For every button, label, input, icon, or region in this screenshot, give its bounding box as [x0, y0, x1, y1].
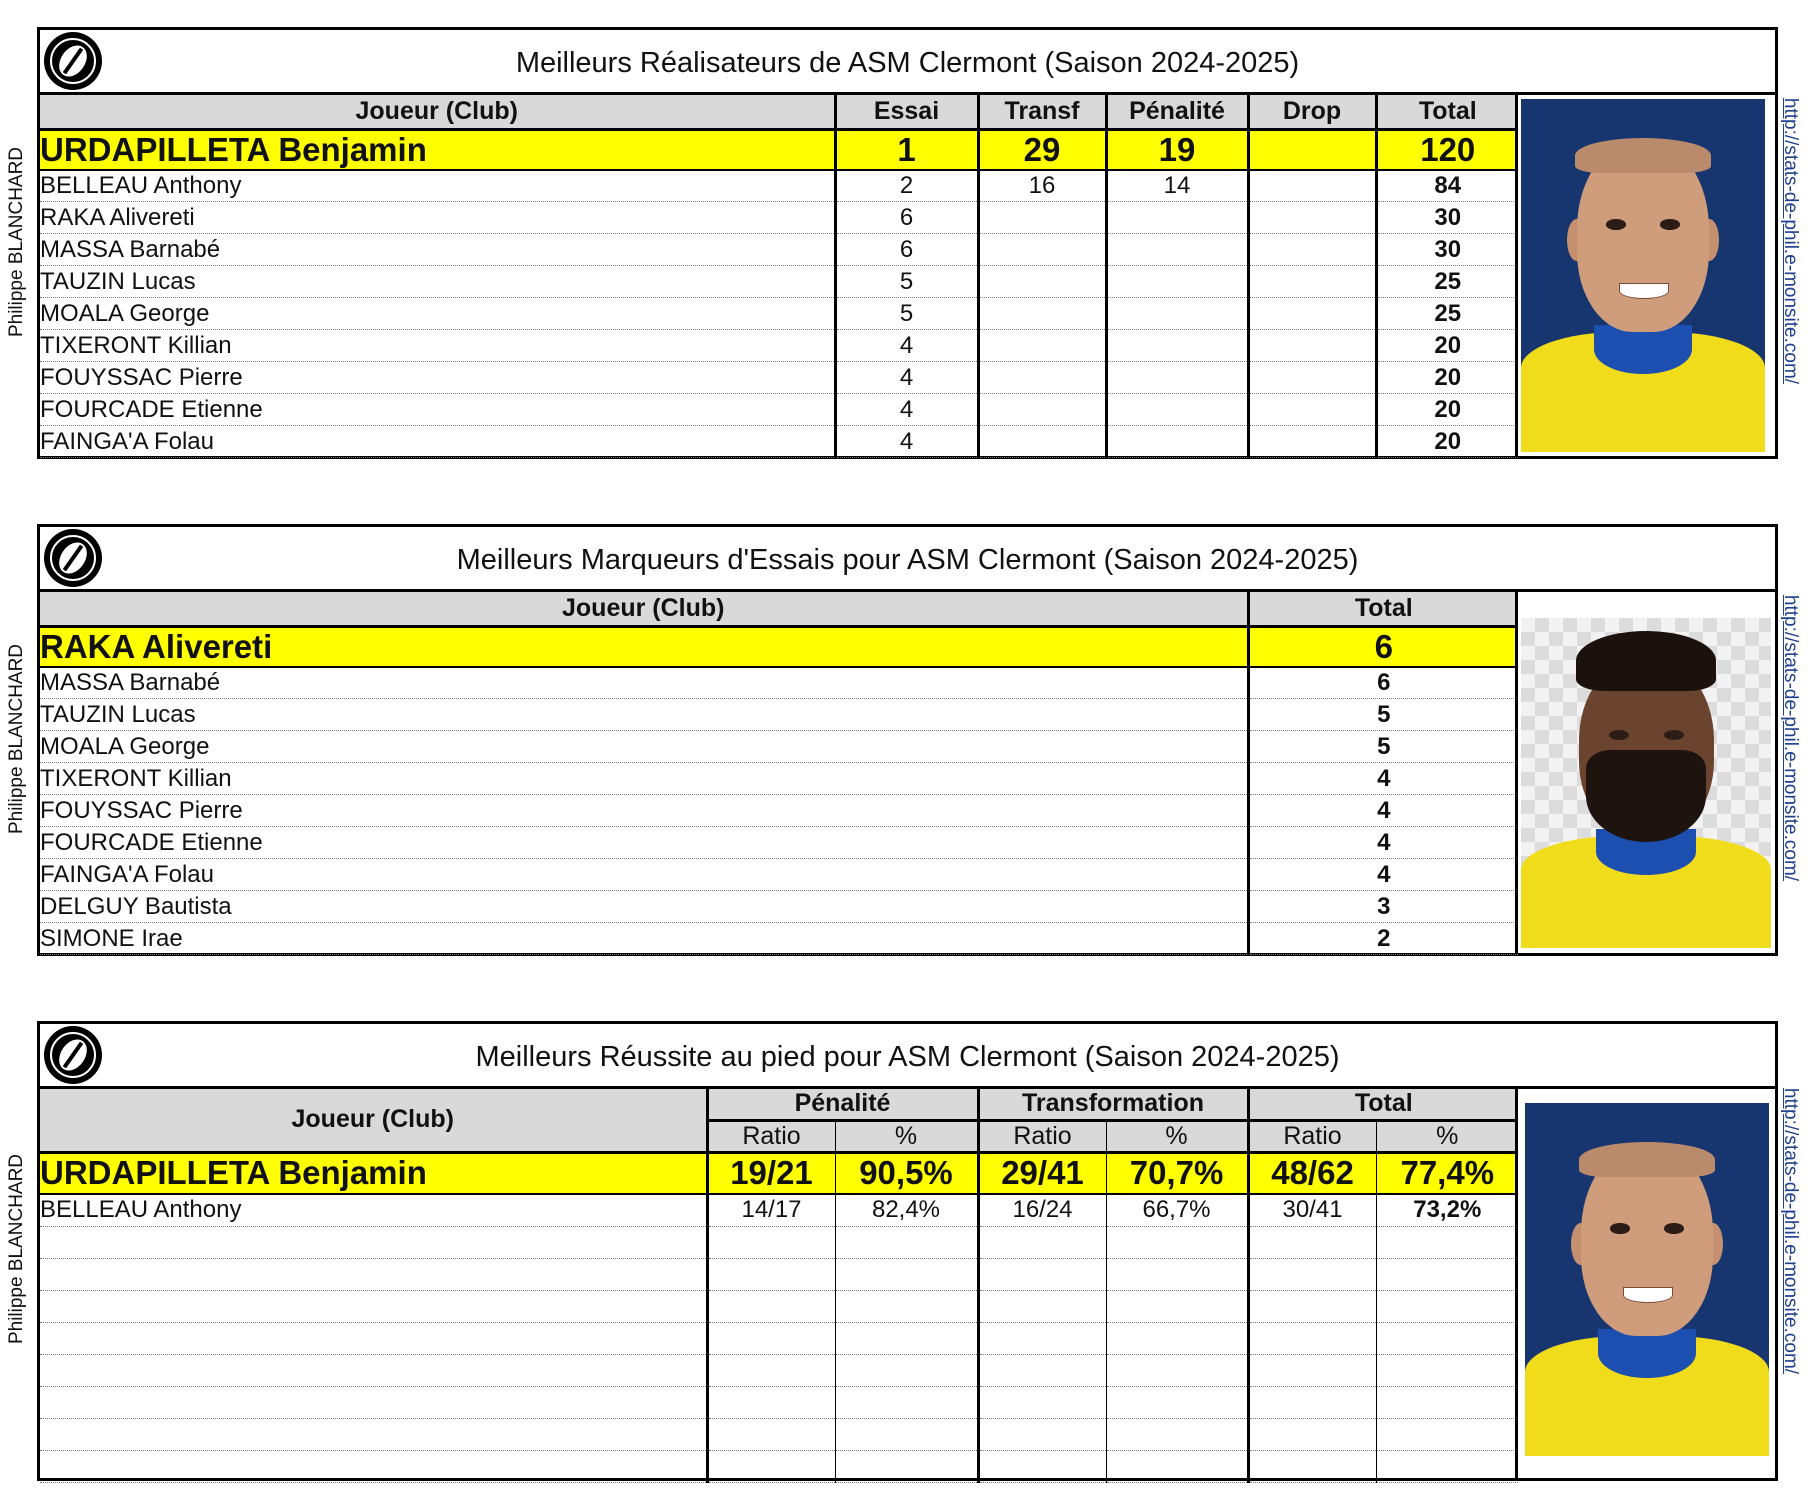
stat-cell	[1248, 1354, 1376, 1386]
stat-cell	[978, 1322, 1106, 1354]
group-transformation: Transformation	[978, 1089, 1248, 1120]
stat-cell	[1106, 266, 1248, 298]
stat-cell: 19/21	[707, 1152, 835, 1194]
tries-table	[40, 592, 1518, 955]
stat-cell	[707, 1258, 835, 1290]
stat-cell	[1106, 1386, 1248, 1418]
kicking-photo-cell	[1515, 1089, 1775, 1478]
table-row	[40, 891, 1518, 923]
table-row	[40, 298, 1518, 330]
stat-cell	[1248, 1418, 1376, 1450]
stat-cell: 77,4%	[1376, 1152, 1518, 1194]
stat-cell	[978, 1354, 1106, 1386]
table-row	[40, 394, 1518, 426]
stat-cell	[707, 1386, 835, 1418]
player-name	[40, 1418, 707, 1450]
stat-cell: 19	[1106, 129, 1248, 170]
header-player: Joueur (Club)	[40, 592, 1248, 626]
stat-cell	[978, 330, 1106, 362]
stat-cell: 5	[1248, 731, 1518, 763]
player-photo	[1521, 99, 1765, 452]
table-row	[40, 667, 1518, 699]
header-drop: Drop	[1248, 95, 1376, 129]
sub-header-pct: %	[835, 1120, 978, 1152]
tries-photo-cell	[1515, 592, 1775, 953]
group-penalite: Pénalité	[707, 1089, 978, 1120]
kicking-section	[37, 1021, 1778, 1481]
player-name: RAKA Alivereti	[40, 626, 1248, 667]
table-row	[40, 731, 1518, 763]
stat-cell	[1248, 1290, 1376, 1322]
stat-cell	[978, 266, 1106, 298]
stat-cell	[1106, 394, 1248, 426]
stat-cell: 4	[1248, 827, 1518, 859]
site-link-3[interactable]: http://stats-de-phil.e-monsite.com/	[1780, 1087, 1801, 1375]
player-name: FAINGA'A Folau	[40, 859, 1248, 891]
scorers-section	[37, 27, 1778, 459]
header-player: Joueur (Club)	[40, 1089, 707, 1152]
sub-header-ratio: Ratio	[978, 1120, 1106, 1152]
stat-cell	[707, 1226, 835, 1258]
stat-cell: 2	[835, 170, 978, 202]
stat-cell	[978, 234, 1106, 266]
header-transf: Transf	[978, 95, 1106, 129]
stat-cell	[1376, 1226, 1518, 1258]
stat-cell: 120	[1376, 129, 1518, 170]
stat-cell: 4	[835, 330, 978, 362]
table-row	[40, 1450, 1518, 1482]
scorers-photo-cell	[1515, 95, 1775, 456]
stat-cell	[1248, 202, 1376, 234]
stat-cell	[1106, 202, 1248, 234]
player-name: FOURCADE Etienne	[40, 394, 835, 426]
stat-cell	[978, 1226, 1106, 1258]
player-name	[40, 1450, 707, 1482]
stat-cell	[978, 1418, 1106, 1450]
stat-cell: 29	[978, 129, 1106, 170]
stat-cell: 20	[1376, 362, 1518, 394]
stat-cell	[978, 1290, 1106, 1322]
stat-cell	[835, 1418, 978, 1450]
stat-cell	[1376, 1418, 1518, 1450]
stat-cell	[1106, 362, 1248, 394]
player-name: BELLEAU Anthony	[40, 170, 835, 202]
header-total: Total	[1248, 592, 1518, 626]
table-row	[40, 1354, 1518, 1386]
table-row	[40, 859, 1518, 891]
sub-header-ratio: Ratio	[707, 1120, 835, 1152]
kicking-title-row	[40, 1024, 1775, 1089]
player-name: URDAPILLETA Benjamin	[40, 1152, 707, 1194]
stat-cell	[1106, 1418, 1248, 1450]
stat-cell	[1248, 1322, 1376, 1354]
stat-cell: 2	[1248, 923, 1518, 955]
player-name: URDAPILLETA Benjamin	[40, 129, 835, 170]
stat-cell: 20	[1376, 394, 1518, 426]
kicking-table	[40, 1089, 1518, 1483]
table-row	[40, 234, 1518, 266]
stat-cell: 4	[1248, 763, 1518, 795]
stat-cell: 70,7%	[1106, 1152, 1248, 1194]
group-total: Total	[1248, 1089, 1518, 1120]
table-row	[40, 1418, 1518, 1450]
stat-cell	[1106, 298, 1248, 330]
stat-cell	[1106, 330, 1248, 362]
player-name: DELGUY Bautista	[40, 891, 1248, 923]
stat-cell: 3	[1248, 891, 1518, 923]
stat-cell	[1248, 170, 1376, 202]
table-row	[40, 266, 1518, 298]
stat-cell: 5	[1248, 699, 1518, 731]
stat-cell	[1248, 129, 1376, 170]
stat-cell	[1106, 1354, 1248, 1386]
stat-cell	[978, 394, 1106, 426]
player-name: MOALA George	[40, 731, 1248, 763]
stat-cell	[835, 1386, 978, 1418]
tries-section	[37, 524, 1778, 956]
stat-cell	[978, 1450, 1106, 1482]
stat-cell	[1248, 1226, 1376, 1258]
stat-cell	[707, 1322, 835, 1354]
player-name: MOALA George	[40, 298, 835, 330]
table-row	[40, 1386, 1518, 1418]
table-row	[40, 1194, 1518, 1226]
stat-cell: 14/17	[707, 1194, 835, 1226]
stat-cell	[978, 1386, 1106, 1418]
stat-cell: 84	[1376, 170, 1518, 202]
stat-cell	[978, 1258, 1106, 1290]
scorers-table	[40, 95, 1518, 458]
stat-cell: 4	[1248, 859, 1518, 891]
player-name: SIMONE Irae	[40, 923, 1248, 955]
header-essai: Essai	[835, 95, 978, 129]
sub-header-pct: %	[1376, 1120, 1518, 1152]
table-row	[40, 202, 1518, 234]
scorers-title: Meilleurs Réalisateurs de ASM Clermont (Saison 2024-2025)	[515, 47, 1300, 79]
table-row	[40, 827, 1518, 859]
author-label-1: Philippe BLANCHARD	[6, 146, 27, 338]
stat-cell: 25	[1376, 298, 1518, 330]
stat-cell	[1248, 394, 1376, 426]
stat-cell	[1248, 1450, 1376, 1482]
player-name: TIXERONT Killian	[40, 330, 835, 362]
player-name: FOUYSSAC Pierre	[40, 795, 1248, 827]
player-name	[40, 1354, 707, 1386]
stat-cell	[1376, 1322, 1518, 1354]
stat-cell	[707, 1290, 835, 1322]
stat-cell: 29/41	[978, 1152, 1106, 1194]
stat-cell	[1248, 298, 1376, 330]
stat-cell: 6	[1248, 667, 1518, 699]
stat-cell	[1248, 1258, 1376, 1290]
stat-cell	[1106, 1258, 1248, 1290]
stat-cell	[1376, 1386, 1518, 1418]
stat-cell: 90,5%	[835, 1152, 978, 1194]
tries-title: Meilleurs Marqueurs d'Essais pour ASM Clermont (Saison 2024-2025)	[456, 544, 1359, 576]
table-row	[40, 129, 1518, 170]
stat-cell	[835, 1450, 978, 1482]
sub-header-ratio: Ratio	[1248, 1120, 1376, 1152]
sub-header-pct: %	[1106, 1120, 1248, 1152]
table-row	[40, 763, 1518, 795]
player-name: FOUYSSAC Pierre	[40, 362, 835, 394]
table-row	[40, 699, 1518, 731]
stat-cell	[1376, 1290, 1518, 1322]
stat-cell	[1248, 426, 1376, 458]
stat-cell	[835, 1226, 978, 1258]
site-link-1[interactable]: http://stats-de-phil.e-monsite.com/	[1780, 97, 1801, 385]
stat-cell	[835, 1258, 978, 1290]
author-label-3: Philippe BLANCHARD	[6, 1153, 27, 1345]
stat-cell	[1376, 1258, 1518, 1290]
player-name	[40, 1290, 707, 1322]
table-row	[40, 923, 1518, 955]
table-row	[40, 1152, 1518, 1194]
player-photo	[1525, 1103, 1769, 1456]
stat-cell: 6	[835, 202, 978, 234]
stat-cell	[1106, 1226, 1248, 1258]
author-label-2: Philippe BLANCHARD	[6, 643, 27, 835]
stat-cell: 4	[835, 394, 978, 426]
stat-cell: 30	[1376, 234, 1518, 266]
stat-cell	[1376, 1450, 1518, 1482]
stat-cell: 6	[1248, 626, 1518, 667]
stat-cell	[835, 1290, 978, 1322]
stat-cell	[1106, 234, 1248, 266]
table-row	[40, 426, 1518, 458]
stat-cell	[1248, 266, 1376, 298]
table-row	[40, 362, 1518, 394]
player-name: TIXERONT Killian	[40, 763, 1248, 795]
stat-cell: 16/24	[978, 1194, 1106, 1226]
stat-cell: 1	[835, 129, 978, 170]
kicking-title: Meilleurs Réussite au pied pour ASM Clermont (Saison 2024-2025)	[475, 1041, 1340, 1073]
player-name: MASSA Barnabé	[40, 667, 1248, 699]
stat-cell	[978, 362, 1106, 394]
stat-cell	[707, 1354, 835, 1386]
stat-cell	[1248, 362, 1376, 394]
player-name: FOURCADE Etienne	[40, 827, 1248, 859]
header-player: Joueur (Club)	[40, 95, 835, 129]
stat-cell	[1248, 1386, 1376, 1418]
stat-cell	[1106, 1322, 1248, 1354]
player-name: BELLEAU Anthony	[40, 1194, 707, 1226]
table-row	[40, 1226, 1518, 1258]
stat-cell	[707, 1418, 835, 1450]
stat-cell	[1376, 1354, 1518, 1386]
stat-cell: 16	[978, 170, 1106, 202]
player-name: RAKA Alivereti	[40, 202, 835, 234]
stat-cell: 48/62	[1248, 1152, 1376, 1194]
site-link-2[interactable]: http://stats-de-phil.e-monsite.com/	[1780, 594, 1801, 882]
stat-cell: 25	[1376, 266, 1518, 298]
stat-cell: 66,7%	[1106, 1194, 1248, 1226]
stat-cell: 30	[1376, 202, 1518, 234]
stat-cell: 5	[835, 298, 978, 330]
tries-title-row	[40, 527, 1775, 592]
player-name	[40, 1386, 707, 1418]
stat-cell: 20	[1376, 330, 1518, 362]
stat-cell	[1106, 1290, 1248, 1322]
stat-cell	[978, 202, 1106, 234]
stat-cell: 5	[835, 266, 978, 298]
stat-cell	[707, 1450, 835, 1482]
scorers-title-row	[40, 30, 1775, 95]
table-row	[40, 170, 1518, 202]
stat-cell: 4	[835, 362, 978, 394]
player-photo	[1521, 618, 1771, 948]
stat-cell: 6	[835, 234, 978, 266]
player-name: TAUZIN Lucas	[40, 699, 1248, 731]
table-row	[40, 795, 1518, 827]
header-penalite: Pénalité	[1106, 95, 1248, 129]
stat-cell	[835, 1322, 978, 1354]
player-name: MASSA Barnabé	[40, 234, 835, 266]
player-name	[40, 1258, 707, 1290]
stat-cell	[1106, 1450, 1248, 1482]
stat-cell: 4	[835, 426, 978, 458]
stat-cell	[1248, 234, 1376, 266]
player-name	[40, 1322, 707, 1354]
header-total: Total	[1376, 95, 1518, 129]
stat-cell: 4	[1248, 795, 1518, 827]
stat-cell: 14	[1106, 170, 1248, 202]
stat-cell	[835, 1354, 978, 1386]
stat-cell: 20	[1376, 426, 1518, 458]
table-row	[40, 626, 1518, 667]
table-row	[40, 1290, 1518, 1322]
stat-cell	[978, 298, 1106, 330]
table-row	[40, 1258, 1518, 1290]
stat-cell	[978, 426, 1106, 458]
player-name	[40, 1226, 707, 1258]
table-row	[40, 330, 1518, 362]
table-row	[40, 1322, 1518, 1354]
stat-cell	[1106, 426, 1248, 458]
player-name: FAINGA'A Folau	[40, 426, 835, 458]
stat-cell: 73,2%	[1376, 1194, 1518, 1226]
stat-cell: 82,4%	[835, 1194, 978, 1226]
player-name: TAUZIN Lucas	[40, 266, 835, 298]
stat-cell	[1248, 330, 1376, 362]
stat-cell: 30/41	[1248, 1194, 1376, 1226]
